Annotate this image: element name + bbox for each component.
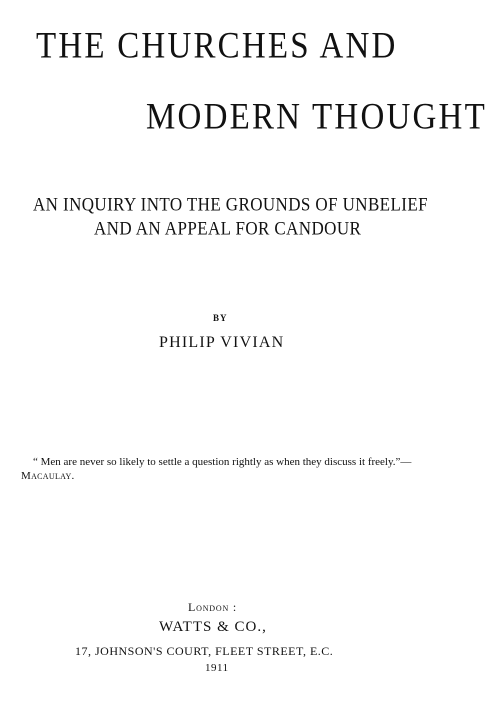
imprint-address: 17, JOHNSON'S COURT, FLEET STREET, E.C. (75, 644, 334, 658)
author-name: PHILIP VIVIAN (159, 334, 285, 351)
title-line-2: MODERN THOUGHT (146, 97, 487, 138)
subtitle-line-2: AND AN APPEAL FOR CANDOUR (94, 218, 362, 239)
imprint-publisher: WATTS & CO., (159, 619, 267, 635)
imprint-city: London : (188, 600, 237, 614)
epigraph-text: “ Men are never so likely to settle a question rightly as when they discuss it freely.”— (33, 456, 412, 468)
title-line-1: THE CHURCHES AND (36, 26, 398, 67)
epigraph-attribution: Macaulay. (21, 470, 75, 482)
subtitle-line-1: AN INQUIRY INTO THE GROUNDS OF UNBELIEF (33, 194, 428, 215)
imprint-year: 1911 (205, 662, 229, 674)
by-label: BY (213, 313, 228, 323)
epigraph (21, 455, 421, 483)
